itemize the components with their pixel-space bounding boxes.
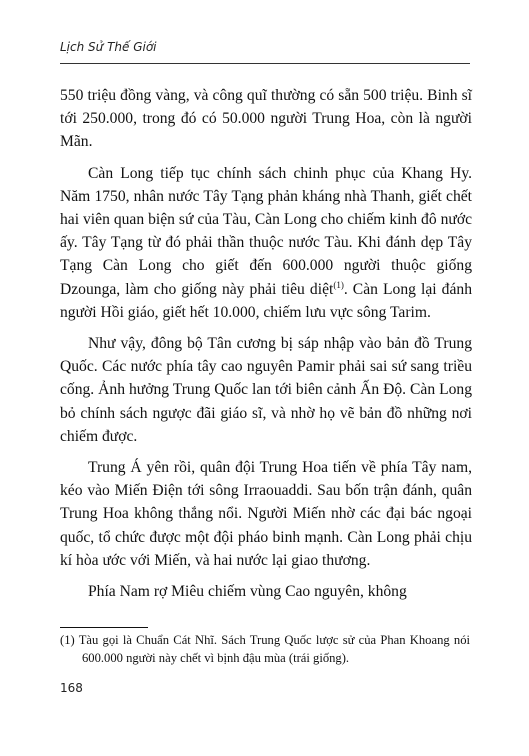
footnote-marker: (1) [60,633,75,647]
footnote-reference: (1) [333,279,344,290]
footnote [60,631,470,667]
paragraph-3: Như vậy, đông bộ Tân cương bị sáp nhập vào bản đồ Trung Quốc. Các nước phía tây cao nguyên Pamir phải sai sứ sang triều cống. Ảnh hưởng Trung Quốc lan tới biên cảnh Ấn Độ. Càn Long bỏ chính sách ngược đãi giáo sĩ, và nhờ họ vẽ bản đồ những nơi chiếm được. [60,335,472,445]
page-number: 168 [60,681,83,695]
main-text [60,84,472,611]
running-title: Lịch Sử Thế Giới [60,40,157,54]
paragraph-2-tail: . Càn Long lại đánh người Hồi giáo, giết hết 10.000, chiếm lưu vực sông Tarim. [60,280,472,321]
footnote-text: Tàu gọi là Chuẩn Cát Nhĩ. Sách Trung Quốc lược sử của Phan Khoang nói 600.000 người này chết vì bịnh đậu mùa (trái giống). [78,633,470,665]
header-rule [60,63,470,64]
paragraph-4: Trung Á yên rồi, quân đội Trung Hoa tiến về phía Tây nam, kéo vào Miến Điện tới sông Irraouaddi. Sau bốn trận đánh, quân Trung Hoa không thắng nổi. Người Miến nhờ các đại bác ngoại quốc, tổ chức được một đội pháo binh mạnh. Càn Long phải chịu kí hòa ước với Miến, và hai nước lại giao thương. [60,459,472,569]
paragraph-1: 550 triệu đồng vàng, và công quĩ thường có sẵn 500 triệu. Binh sĩ tới 250.000, trong đó có 50.000 người Trung Hoa, còn là người Mãn. [60,87,472,151]
footnote-rule [60,627,148,628]
paragraph-2-text: Càn Long tiếp tục chính sách chinh phục của Khang Hy. Năm 1750, nhân nước Tây Tạng phản kháng nhà Thanh, giết chết hai viên quan biện sứ của Tàu, Càn Long cho chiếm kinh đô nước ấy. Tây Tạng từ đó phải thần thuộc nước Tàu. Khi đánh dẹp Tây Tạng Càn Long cho giết đến 600.000 người thuộc giống Dzounga, làm cho giống này phải tiêu diệt [60,164,472,298]
paragraph-5: Phía Nam rợ Miêu chiếm vùng Cao nguyên, không [88,583,407,601]
paragraph-2 [60,162,472,324]
